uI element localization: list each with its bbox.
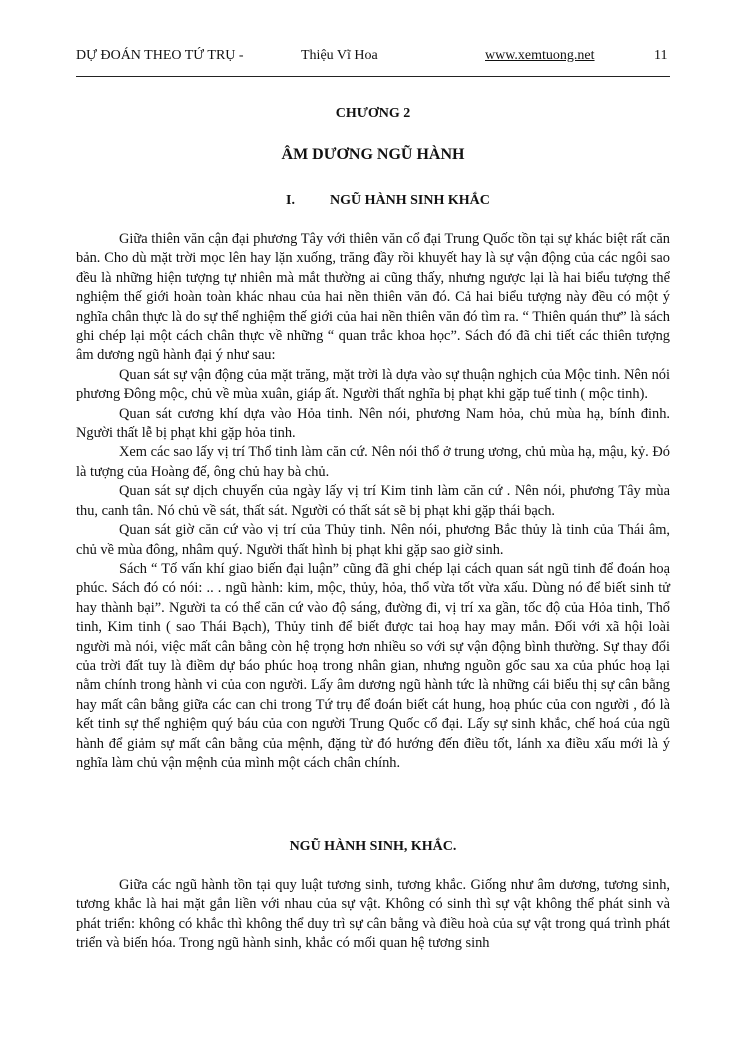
paragraph: Quan sát sự dịch chuyển của ngày lấy vị trí Kim tinh làm căn cứ . Nên nói, phương Tây mùa thu, canh tân. Nó chủ về sát, thất sát. Người có thất sát sẽ bị phạt khi gặp thái bạch. bbox=[76, 483, 670, 519]
section-number: I. bbox=[286, 193, 295, 208]
paragraph: Quan sát sự vận động của mặt trăng, mặt trời là dựa vào sự thuận nghịch của Mộc tinh. Nên nói phương Đông mộc, chủ về mùa xuân, giáp ất. Người thất nghĩa bị phạt khi gặp tuế tinh ( mộc tinh). bbox=[76, 366, 670, 403]
paragraph: Giữa thiên văn cận đại phương Tây với thiên văn cổ đại Trung Quốc tồn tại sự khác biệt rất căn bản. Cho dù mặt trời mọc lên hay lặn xuống, trăng đầy rồi khuyết hay là sự vận động của các ngôi sao đều là những hiện tượng tự nhiên mà mắt thường ai cũng thấy, nhưng ngược lại là hai biểu tượng thể nghiệm thế giới hoàn toàn khác nhau của hai nền thiên văn đó. Cả hai biểu tượng này đều có một ý nghĩa chân thực là do sự thể nghiệm thế giới của hai nền thiên văn đó tìm ra. “ Thiên quán thư” là sách ghi chép lại một cách chân thực về những “ quan trắc khoa học”. Sách đó đã chi tiết các thiên tượng âm dương ngũ hành đại ý như sau: bbox=[76, 231, 670, 364]
paragraph: Quan sát cương khí dựa vào Hỏa tinh. Nên nói, phương Nam hỏa, chủ mùa hạ, bính đinh. Người thất lễ bị phạt khi gặp hỏa tinh. bbox=[76, 405, 670, 442]
paragraph: Xem các sao lấy vị trí Thổ tinh làm căn cứ. Nên nói thổ ở trung ương, chủ mùa hạ, mậu, kỷ. Đó là tượng của Hoàng đế, ông chủ hay bà chủ. bbox=[76, 444, 670, 480]
chapter-title: ÂM DƯƠNG NGŨ HÀNH bbox=[281, 146, 465, 163]
header-page-number: 11 bbox=[654, 48, 668, 63]
header-website-link[interactable]: www.xemtuong.net bbox=[485, 48, 595, 63]
chapter-label: CHƯƠNG 2 bbox=[335, 106, 411, 121]
section-title: NGŨ HÀNH SINH KHẮC bbox=[330, 193, 490, 208]
body-text-section-1 bbox=[76, 230, 670, 773]
header-divider bbox=[76, 76, 670, 77]
header-author: Thiệu Vĩ Hoa bbox=[301, 48, 378, 63]
header-book-title: DỰ ĐOÁN THEO TỨ TRỤ - bbox=[76, 48, 244, 63]
paragraph: Giữa các ngũ hành tồn tại quy luật tương sinh, tương khắc. Giống như âm dương, tương sinh, tương khắc là hai mặt gắn liền với nhau của sự vật. Không có sinh thì sự vật không thể phát sinh và phát triển: không có khắc thì không thể duy trì sự cân bằng và điều hoà của sự vật trong quá trình phát triển và biến hóa. Trong ngũ hành sinh, khắc có mối quan hệ tương sinh bbox=[76, 877, 670, 952]
paragraph: Quan sát giờ căn cứ vào vị trí của Thủy tinh. Nên nói, phương Bắc thủy là tinh của Thái âm, chủ về mùa đông, nhâm quý. Người thất hình bị phạt khi gặp sao giờ sinh. bbox=[76, 522, 670, 558]
paragraph: Sách “ Tố vấn khí giao biến đại luận” cũng đã ghi chép lại cách quan sát ngũ tinh để đoán hoạ phúc. Sách đó có nói: .. . ngũ hành: kim, mộc, thủy, hỏa, thổ vừa tốt vừa xấu. Dùng nó để biết sinh tử hay thành bại”. Người ta có thể căn cứ vào độ sáng, đường đi, vị trí xa gần, tốc độ của Hỏa tinh, Thổ tinh, Kim tinh ( sao Thái Bạch), Thủy tinh để biết được tai hoạ hay may mắn. Đối với xã hội loài người mà nói, việc mất cân bằng còn hệ trọng hơn nhiều so với sự vận động bình thường. Sự thay đổi của trời đất tuy là điềm dự báo phúc hoạ trong nhân gian, nhưng nguồn gốc sau xa của phúc hoạ lại nằm chính trong hành vi của con người. Lấy âm dương ngũ hành tức là những cái biểu thị sự cân bằng hay mất cân bằng giữa các can chi trong Tứ trụ để đoán biết cát hung, hoạ phúc của con người , đó là kết tinh sự thể nghiệm quý báu của con người Trung Quốc cổ đại. Lấy sự sinh khắc, chế hoá của ngũ hành để giảm sự mất cân bằng của mệnh, đặng từ đó hướng đến điều tốt, lánh xa điều xấu mới là ý nghĩa làm chủ vận mệnh của mình một cách chân chính. bbox=[76, 560, 670, 771]
subheading: NGŨ HÀNH SINH, KHẮC. bbox=[289, 839, 457, 854]
body-text-section-2 bbox=[76, 876, 670, 954]
